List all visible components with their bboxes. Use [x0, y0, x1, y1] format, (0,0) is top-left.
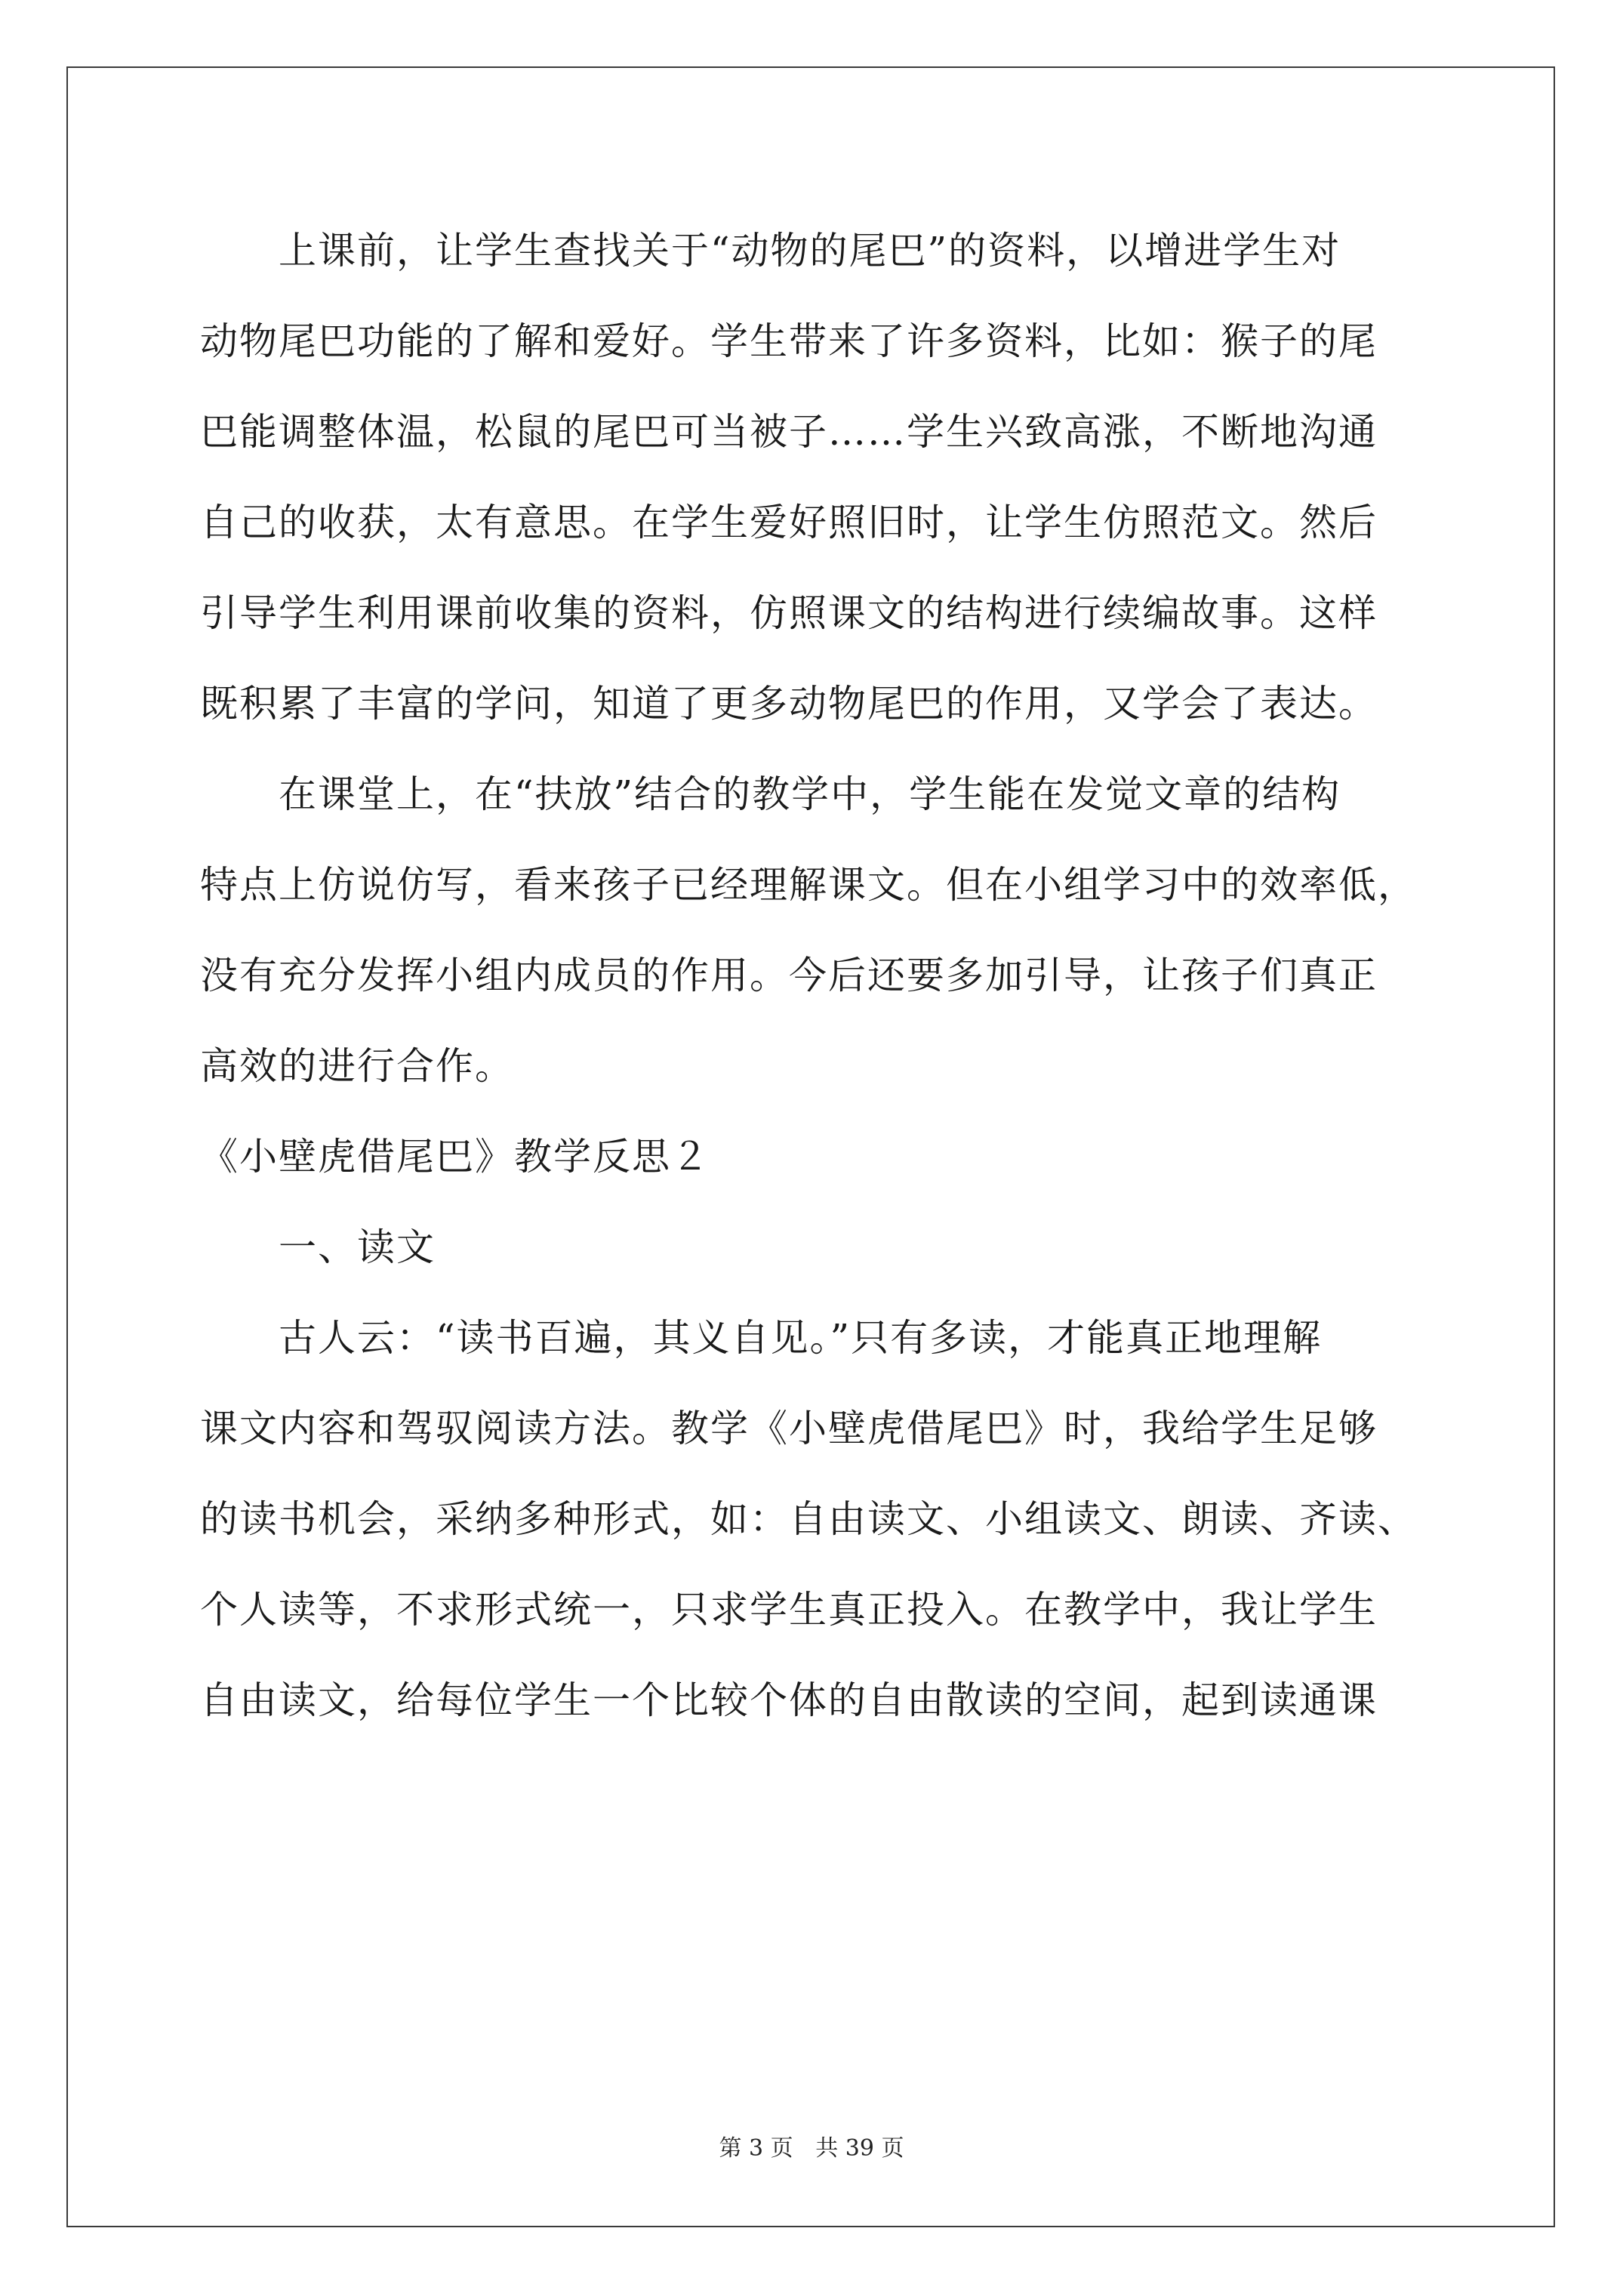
paragraph-line: 引导学生利用课前收集的资料，仿照课文的结构进行续编故事。这样: [200, 591, 1378, 635]
paragraph-line: 既积累了丰富的学问，知道了更多动物尾巴的作用，又学会了表达。: [200, 682, 1378, 726]
section-title: 《小壁虎借尾巴》教学反思２: [200, 1135, 710, 1179]
paragraph-line: 的读书机会，采纳多种形式，如：自由读文、小组读文、朗读、齐读、: [200, 1497, 1417, 1541]
subheading: 一、读文: [279, 1225, 436, 1269]
page-footer: [0, 2129, 1623, 2162]
paragraph-line: 自己的收获，太有意思。在学生爱好照旧时，让学生仿照范文。然后: [200, 501, 1378, 544]
paragraph-line: 动物尾巴功能的了解和爱好。学生带来了许多资料，比如：猴子的尾: [200, 319, 1378, 363]
paragraph-line: 上课前，让学生查找关于“动物的尾巴”的资料，以增进学生对: [279, 229, 1341, 273]
paragraph-line: 个人读等，不求形式统一，只求学生真正投入。在教学中，我让学生: [200, 1588, 1378, 1632]
paragraph-line: 特点上仿说仿写，看来孩子已经理解课文。但在小组学习中的效率低，: [200, 863, 1417, 907]
paragraph-line: 课文内容和驾驭阅读方法。教学《小壁虎借尾巴》时，我给学生足够: [200, 1407, 1378, 1450]
paragraph-line: 巴能调整体温，松鼠的尾巴可当被子……学生兴致高涨，不断地沟通: [200, 410, 1378, 454]
paragraph-line: 自由读文，给每位学生一个比较个体的自由散读的空间，起到读通课: [200, 1678, 1378, 1722]
paragraph-line: 古人云：“读书百遍，其义自见。”只有多读，才能真正地理解: [279, 1316, 1323, 1360]
paragraph-line: 高效的进行合作。: [200, 1044, 514, 1088]
paragraph-line: 没有充分发挥小组内成员的作用。今后还要多加引导，让孩子们真正: [200, 954, 1378, 997]
paragraph-line: 在课堂上，在“扶放”结合的教学中，学生能在发觉文章的结构: [279, 772, 1341, 816]
page-total: 共 39 页: [815, 2135, 904, 2162]
page-number: 第 3 页: [719, 2135, 793, 2162]
